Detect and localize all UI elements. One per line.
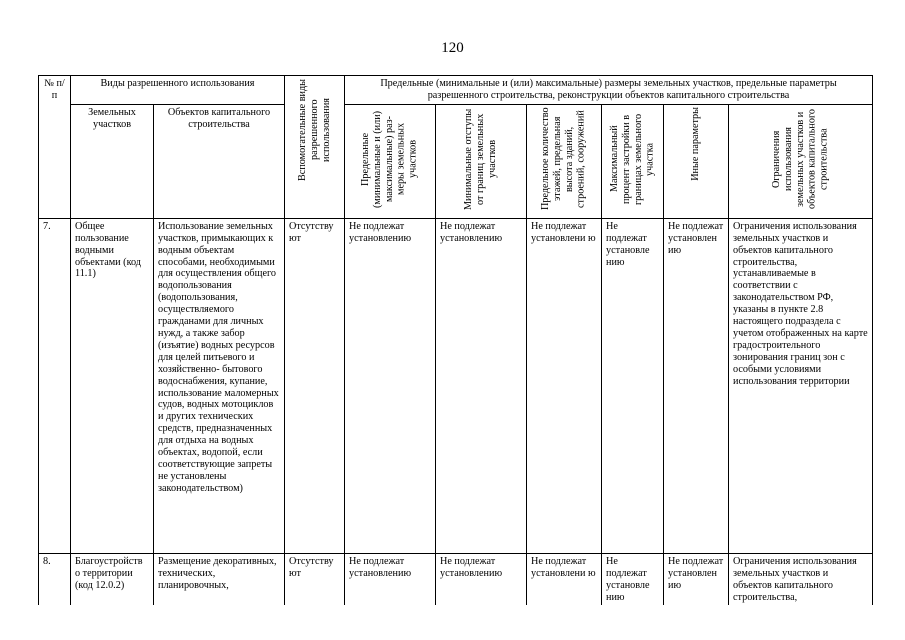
cell-setback: Не подлежат установлению	[436, 218, 527, 553]
header-limit-other	[664, 104, 729, 218]
header-limit-percent	[602, 104, 664, 218]
header-num: № п/п	[39, 76, 71, 219]
header-limit-size	[345, 104, 436, 218]
header-land-plots: Земельных участков	[71, 104, 154, 218]
cell-num: 7.	[39, 218, 71, 553]
cell-restrictions: Ограничения использования земельных участков и объектов капитального строительства,	[729, 553, 873, 605]
header-limit-floors-text: Предельное количество этажей, предельная высота зданий, строений, сооружений	[540, 107, 587, 211]
cell-size: Не подлежат установлению	[345, 553, 436, 605]
cell-other: Не подлежат установлен ию	[664, 553, 729, 605]
cell-land: Общее пользование водными объектами (код 11.1)	[71, 218, 154, 553]
cell-floors: Не подлежат установлени ю	[527, 553, 602, 605]
header-limit-setback	[436, 104, 527, 218]
cell-land: Благоустройств о территории (код 12.0.2)	[71, 553, 154, 605]
header-row-2	[39, 104, 873, 218]
cell-other: Не подлежат установлен ию	[664, 218, 729, 553]
header-limit-size-text: Предельные (минимальные и (или) максимальные) раз-меры земельных участков	[360, 110, 419, 208]
cell-capital: Использование земельных участков, примыкающих к водным объектам способами, необходимыми для осуществления общего водопользования (водопользования, осуществляемого гражданами для личных нужд, а также забор (изъятие) водных ресурсов для целей питьевого и хозяйственно- бытового водоснабжения, купание, использование маломерных судов, водных мотоциклов и других технических средств, предназначенных для отдыха на водных объектах, водопой, если соответствующие запреты не установлены законодательством)	[154, 218, 285, 553]
cell-percent: Не подлежат установле нию	[602, 218, 664, 553]
cell-aux: Отсутству ют	[285, 218, 345, 553]
cell-size: Не подлежат установлению	[345, 218, 436, 553]
cell-setback: Не подлежат установлению	[436, 553, 527, 605]
cell-num: 8.	[39, 553, 71, 605]
cell-restrictions: Ограничения использования земельных участков и объектов капитального строительства, устанавливаемые в соответствии с законодательством РФ, указаны в пункте 2.8 настоящего подраздела с учетом отображенных на карте градостроительного зонирования границ зон с особыми условиями использования территории	[729, 218, 873, 553]
cell-percent: Не подлежат установле нию	[602, 553, 664, 605]
header-capital-objects: Объектов капитального строительства	[154, 104, 285, 218]
header-limit-other-text: Иные параметры	[690, 106, 702, 181]
header-types-group: Виды разрешенного использования	[71, 76, 285, 105]
cell-aux: Отсутству ют	[285, 553, 345, 605]
page-number: 120	[441, 40, 464, 56]
header-auxiliary-text: Вспомогательные виды разрешенного использования	[296, 79, 332, 182]
header-limit-restrictions-text: Ограничения использования земельных участков и объектов капитального строительства	[770, 108, 830, 209]
header-limit-floors	[527, 104, 602, 218]
header-limits-group: Предельные (минимальные и (или) максимальные) размеры земельных участков, предельные параметры разрешенного строительства, реконструкции объектов капитального строительства	[345, 76, 873, 105]
header-limit-percent-text: Максимальный процент застройки в границах земельного участка	[608, 113, 656, 205]
cell-capital: Размещение декоративных, технических, планировочных,	[154, 553, 285, 605]
header-limit-setback-text: Минимальные отступы от границ земельных участков	[463, 108, 498, 210]
table-row	[39, 553, 873, 605]
table-row	[39, 218, 873, 553]
cell-floors: Не подлежат установлени ю	[527, 218, 602, 553]
header-auxiliary	[285, 76, 345, 219]
header-limit-restrictions	[729, 104, 873, 218]
header-row-1	[39, 76, 873, 105]
zoning-table	[38, 75, 873, 605]
